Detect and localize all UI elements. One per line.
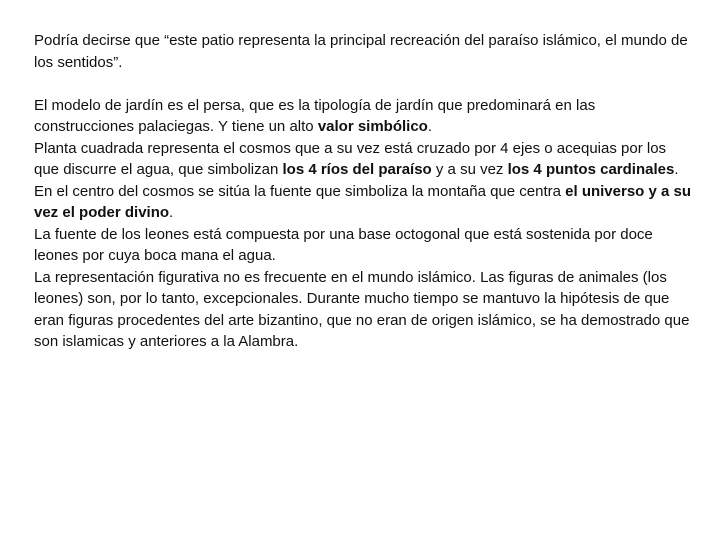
text-segment: La fuente de los leones está compuesta por una base octogonal que está sostenida por doce leones por cuya boca mana el agua.	[34, 225, 653, 264]
paragraph	[34, 138, 694, 224]
paragraph	[34, 30, 694, 73]
text-segment: y a su vez	[431, 161, 508, 178]
emphasized-text: los 4 ríos del paraíso	[282, 161, 432, 178]
text-segment: . En el centro del cosmos se sitúa la fuente que simboliza la montaña que centra	[34, 161, 679, 200]
text-segment: Planta cuadrada representa el cosmos que a su vez está cruzado por 4 ejes o acequias por los que discurre el agua, que simbolizan	[34, 139, 667, 178]
text-segment: La representación figurativa no es frecuente en el mundo islámico. Las figuras de animales (los leones) son, por lo tanto, excepcionales. Durante mucho tiempo se mantuvo la hipótesis de que eran figuras procedentes del arte bizantino, que no eran de origen islámico, se ha demostrado que son islamicas y anteriores a la Alambra.	[34, 268, 690, 350]
paragraph	[34, 224, 694, 267]
text-segment: .	[169, 204, 174, 221]
text-segment: El modelo de jardín es el persa, que es la tipología de jardín que predominará en las construcciones palaciegas. Y tiene un alto	[34, 96, 596, 135]
emphasized-text: los 4 puntos cardinales	[507, 161, 675, 178]
slide-text-body	[34, 30, 694, 353]
text-segment: .	[427, 118, 433, 135]
paragraph	[34, 95, 694, 138]
emphasized-text: el universo y a su vez el poder divino	[34, 182, 692, 221]
text-segment: Podría decirse que “este patio representa la principal recreación del paraíso islámico, el mundo de los sentidos”.	[34, 32, 688, 71]
emphasized-text: valor simbólico	[317, 118, 428, 135]
paragraph	[34, 267, 694, 353]
